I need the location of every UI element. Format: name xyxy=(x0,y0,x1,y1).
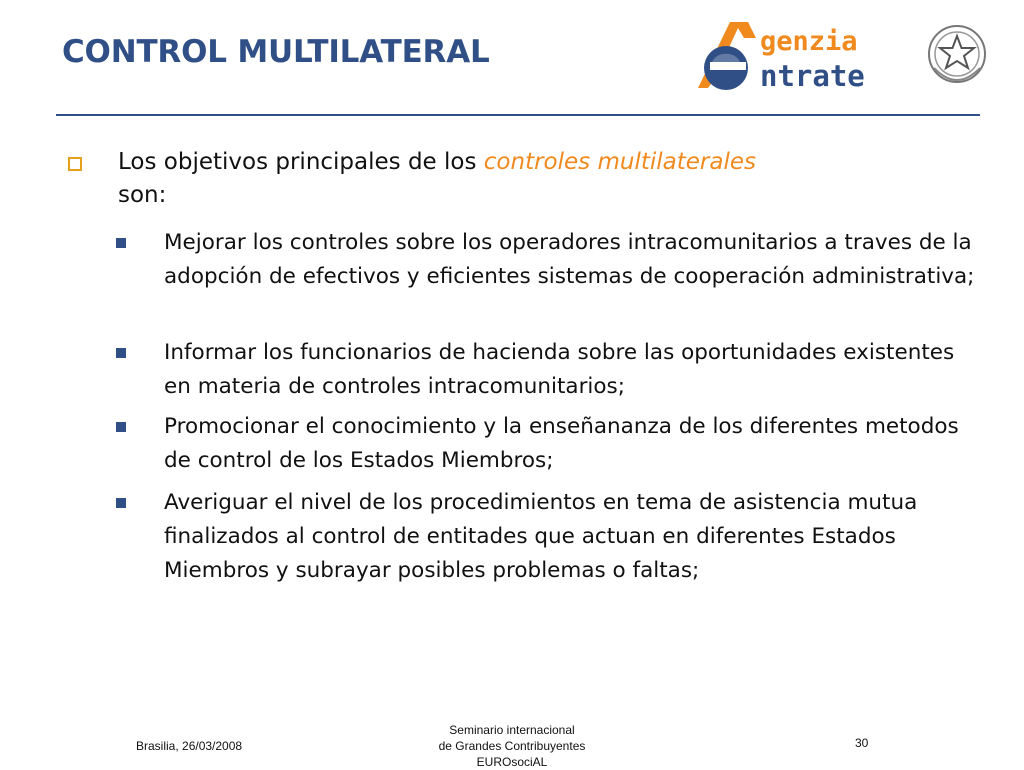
footer-date: Brasilia, 26/03/2008 xyxy=(136,739,243,753)
main-bullet-point xyxy=(68,146,968,212)
sub-bullet-point xyxy=(116,486,976,588)
title-divider xyxy=(56,114,980,116)
filled-square-bullet-icon xyxy=(116,238,126,248)
logo-text-bottom: ntrate xyxy=(760,59,865,93)
hollow-square-bullet-icon xyxy=(68,157,82,171)
sub-bullet-text: Mejorar los controles sobre los operadores intracomunitarios a traves de la adopción de efectivos y eficientes sistemas de cooperación administrativa; xyxy=(164,230,975,289)
sub-bullet-point xyxy=(116,336,976,404)
footer-event xyxy=(410,722,614,770)
filled-square-bullet-icon xyxy=(116,422,126,432)
sub-bullet-point xyxy=(116,226,976,294)
main-bullet-suffix: son: xyxy=(118,182,167,208)
sub-bullet-text: Promocionar el conocimiento y la enseñananza de los diferentes metodos de control de los Estados Miembros; xyxy=(164,414,959,473)
filled-square-bullet-icon xyxy=(116,348,126,358)
footer-event-line2: de Grandes Contribuyentes xyxy=(438,739,586,753)
sub-bullet-text: Averiguar el nivel de los procedimientos en tema de asistencia mutua finalizados al control de entitades que actuan en diferentes Estados Miembros y subrayar posibles problemas o faltas; xyxy=(164,490,918,583)
sub-bullet-point xyxy=(116,410,976,478)
page-number: 30 xyxy=(855,736,869,750)
agenzia-entrate-logo xyxy=(686,18,926,94)
italian-republic-emblem-icon xyxy=(924,18,990,94)
footer-event-line3: EUROsociAL xyxy=(476,755,548,769)
footer-event-line1: Seminario internacional xyxy=(449,723,575,737)
sub-bullet-text: Informar los funcionarios de hacienda sobre las oportunidades existentes en materia de controles intracomunitarios; xyxy=(164,340,955,399)
main-bullet-text xyxy=(118,146,968,212)
filled-square-bullet-icon xyxy=(116,498,126,508)
main-bullet-prefix: Los objetivos principales de los xyxy=(118,149,484,175)
logo-text-top: genzia xyxy=(760,26,858,57)
main-bullet-highlight: controles multilaterales xyxy=(483,149,756,175)
slide-title: CONTROL MULTILATERAL xyxy=(62,34,490,70)
